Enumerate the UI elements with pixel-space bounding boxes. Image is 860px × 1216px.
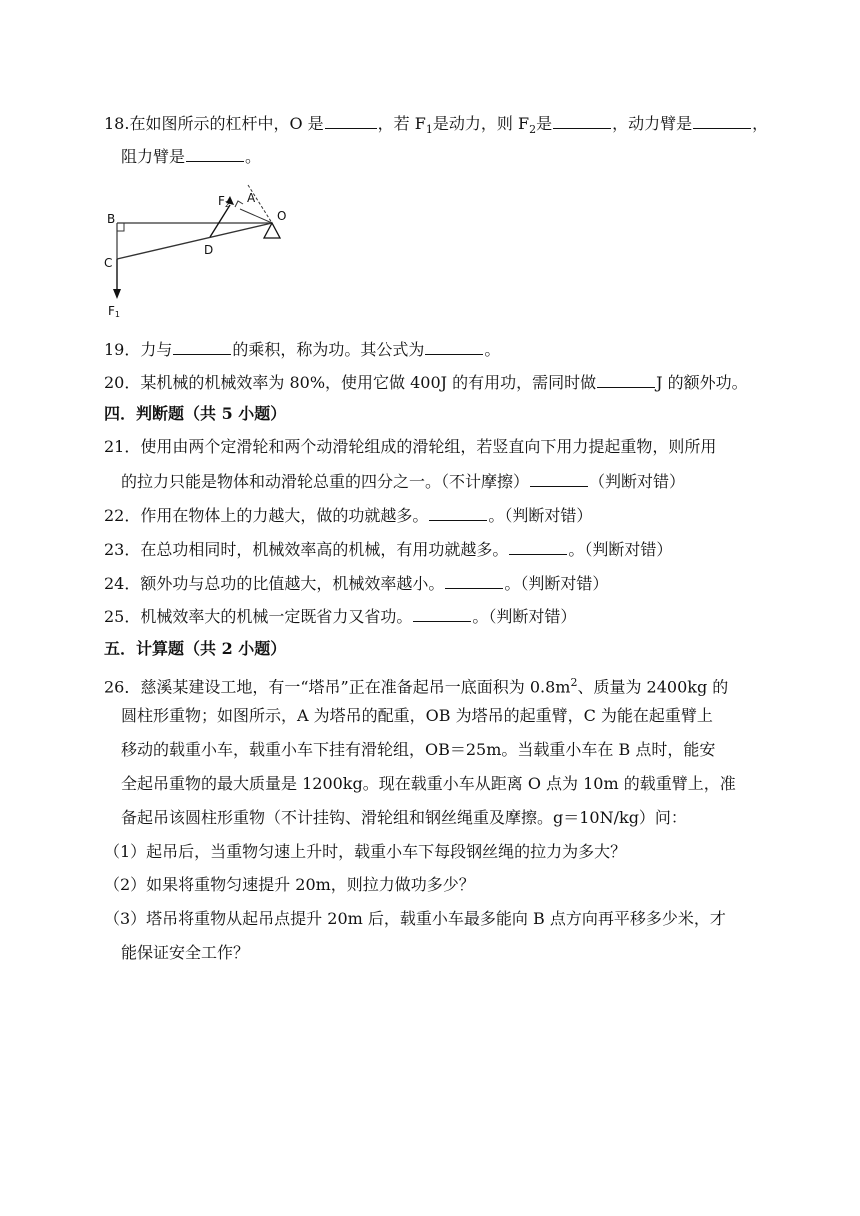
question-18-line-2 (121, 143, 261, 169)
subscript: 1 (425, 123, 433, 137)
question-26-part-1: （1）起吊后，当重物匀速上升时，载重小车下每段钢丝绳的拉力为多大？ (104, 842, 627, 861)
question-text: 在如图所示的杠杆中，O 是 (129, 114, 324, 133)
question-number: 19． (104, 340, 141, 359)
answer-blank[interactable] (186, 143, 244, 162)
question-text: （判断对错） (589, 472, 686, 491)
question-26-part-3-line-2: 能保证安全工作？ (121, 943, 250, 962)
question-22 (104, 502, 592, 528)
question-number: 23． (104, 540, 141, 559)
question-text: 。（判断对错） (472, 607, 577, 626)
question-text: ，动力臂是 (612, 114, 693, 133)
question-text: 额外功与总功的比值越大，机械效率越小。 (140, 574, 445, 593)
force-f2-line (210, 205, 230, 237)
answer-blank[interactable] (429, 502, 487, 521)
right-angle-mark-a (235, 201, 243, 207)
question-text: 是 (536, 114, 553, 133)
fulcrum-triangle (264, 223, 280, 238)
question-26-part-3-line-1: （3）塔吊将重物从起吊点提升 20m 后，载重小车最多能向 B 点方向再平移多少米，才 (104, 909, 726, 928)
answer-blank[interactable] (530, 468, 588, 487)
answer-blank[interactable] (693, 110, 751, 129)
question-number: 25． (104, 607, 141, 626)
question-text: 使用由两个定滑轮和两个动滑轮组成的滑轮组，若竖直向下用力提起重物，则所用 (140, 437, 717, 456)
question-21-line-1 (104, 435, 716, 459)
question-text: 是动力，则 F (432, 114, 530, 133)
answer-blank[interactable] (325, 110, 377, 129)
label-a: A (247, 191, 256, 205)
question-text: 。 (484, 340, 501, 359)
question-text: 作用在物体上的力越大，做的功就越多。 (140, 506, 429, 525)
question-number: 18. (104, 114, 130, 133)
right-angle-mark (117, 223, 124, 231)
question-text: ， (752, 114, 769, 133)
superscript: 2 (570, 676, 578, 689)
question-text: 机械效率大的机械一定既省力又省功。 (140, 607, 413, 626)
question-18-line-1 (104, 110, 768, 142)
question-text: 阻力臂是 (121, 147, 186, 166)
question-21-line-2 (121, 468, 685, 494)
question-number: 20． (104, 373, 141, 392)
question-number: 22． (104, 506, 141, 525)
question-26-line-3: 移动的载重小车，载重小车下挂有滑轮组，OB＝25m。当载重小车在 B 点时，能安 (121, 740, 716, 759)
question-text: 。（判断对错） (488, 506, 593, 525)
question-26-part-2: （2）如果将重物匀速提升 20m，则拉力做功多少？ (104, 875, 475, 894)
question-number: 21． (104, 437, 141, 456)
label-b: B (107, 212, 116, 226)
question-text: 在总功相同时，机械效率高的机械，有用功就越多。 (140, 540, 509, 559)
answer-blank[interactable] (425, 336, 483, 355)
question-text: 力与 (140, 340, 173, 359)
question-text: 某机械的机械效率为 80%，使用它做 400J 的有用功，需同时做 (140, 373, 597, 392)
answer-blank[interactable] (445, 570, 503, 589)
lever-arm (117, 223, 272, 259)
question-number: 24． (104, 574, 141, 593)
label-d: D (204, 243, 214, 257)
question-text: 的乘积，称为功。其公式为 (232, 340, 425, 359)
question-text: 的拉力只能是物体和动滑轮总重的四分之一。（不计摩擦） (121, 472, 530, 491)
question-26-line-4: 全起吊重物的最大质量是 1200kg。现在载重小车从距离 O 点为 10m 的载重臂上，准 (121, 774, 736, 793)
label-f1: F1 (108, 304, 120, 319)
force-f1-arrowhead (113, 289, 121, 299)
question-text: 。 (245, 147, 262, 166)
question-26-line-2: 圆柱形重物；如图所示，A 为塔吊的配重，OB 为塔吊的起重臂，C 为能在起重臂上 (121, 706, 713, 725)
answer-blank[interactable] (509, 536, 567, 555)
label-o: O (277, 209, 287, 223)
question-text: 慈溪某建设工地，有一“塔吊”正在准备起吊一底面积为 0.8m (140, 677, 571, 697)
question-26-line-1 (104, 671, 728, 699)
question-text: J 的额外功。 (656, 373, 748, 392)
lever-diagram (104, 183, 314, 323)
question-26-line-5: 备起吊该圆柱形重物（不计挂钩、滑轮组和钢丝绳重及摩擦。g＝10N/kg）问： (121, 808, 687, 827)
answer-blank[interactable] (553, 110, 611, 129)
answer-blank[interactable] (413, 603, 471, 622)
question-20 (104, 369, 748, 395)
question-number: 26． (104, 677, 141, 697)
answer-blank[interactable] (597, 369, 655, 388)
label-c: C (104, 256, 113, 270)
subscript: 2 (529, 123, 537, 137)
question-19 (104, 336, 500, 362)
question-25 (104, 603, 576, 629)
section-4-heading: 四．判断题（共 5 小题） (104, 404, 287, 423)
question-23 (104, 536, 672, 562)
question-24 (104, 570, 608, 596)
question-text: 、质量为 2400kg 的 (577, 677, 729, 697)
label-f2: F2 (218, 194, 230, 209)
question-text: 。（判断对错） (504, 574, 609, 593)
section-5-heading: 五．计算题（共 2 小题） (104, 639, 287, 658)
question-text: 。（判断对错） (568, 540, 673, 559)
answer-blank[interactable] (173, 336, 231, 355)
question-text: ，若 F (377, 114, 426, 133)
